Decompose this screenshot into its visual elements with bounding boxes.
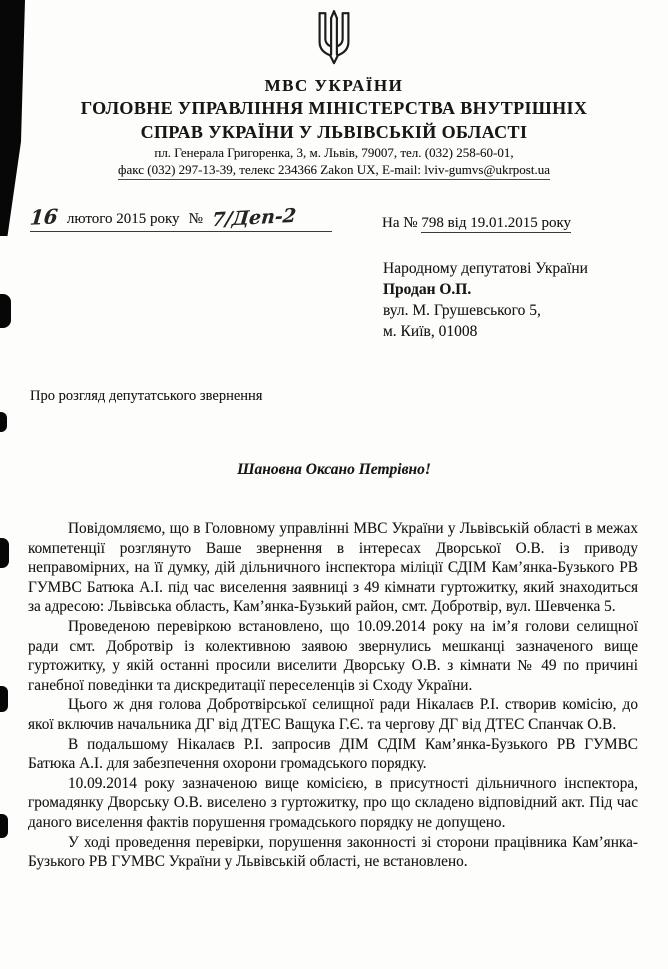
recipient-city: м. Київ, 01008	[383, 323, 478, 340]
paragraph: Цього ж дня голова Добротвірської селищної ради Нікалаєв Р.І. створив комісію, до якої включив начальника ДГ від ДТЕС Ващука Г.Є. та чергову ДГ від ДТЕС Спанчак О.В.	[28, 696, 638, 733]
scan-artifact	[0, 294, 11, 328]
handwritten-day: 16	[28, 204, 59, 230]
trident-emblem-icon	[310, 10, 358, 74]
scan-artifact	[0, 412, 7, 432]
recipient-title: Народному депутатові України	[383, 260, 588, 277]
subject-line: Про розгляд депутатського звернення	[30, 388, 263, 404]
org-title-line2: СПРАВ УКРАЇНИ У ЛЬВІВСЬКІЙ ОБЛАСТІ	[140, 122, 528, 142]
recipient-block	[383, 258, 668, 342]
scan-artifact	[0, 0, 25, 236]
recipient-street: вул. М. Грушевського 5,	[383, 302, 541, 319]
scan-artifact	[0, 814, 8, 838]
paragraph: В подальшому Нікалаєв Р.І. запросив ДІМ СДІМ Кам’янка-Бузького РВ ГУМВС Батюка А.І. для забезпечення охорони громадського порядку.	[28, 735, 638, 773]
paragraph: Повідомляємо, що в Головному управлінні МВС України у Львівській області в межах компетенції розглянуто Ваше звернення в інтересах Дворської О.В. із приводу неправомірних, на її думку, дій дільничного інспектора міліції СДІМ Кам’янка-Бузького РВ ГУМВС Батюка А.І. під час виселення заявниці з 49 кімнати гуртожитку, який знаходиться за адресою: Львівська область, Кам’янка-Бузький район, смт. Добротвір, вул. Шевченка 5.	[28, 520, 638, 616]
handwritten-number: 7/Деп-2	[210, 204, 297, 232]
incoming-reference	[382, 215, 571, 232]
letterhead	[0, 10, 668, 180]
scan-artifact	[0, 538, 9, 568]
paragraph: У ході проведення перевірки, порушення законності зі сторони працівника Кам’янка-Бузького РВ ГУМВС України у Львівській області, не встановлено.	[28, 833, 638, 871]
paragraph: Проведеною перевіркою встановлено, що 10.09.2014 року на ім’я голови селищної ради смт. Добротвір із колективною заявою звернулись мешканці зазначеного вище гуртожитку, у якій останні просили виселити Дворську О.В. з кімнати № 49 по причині ганебної поведінки та дискредитації переселенців зі Сходу України.	[28, 617, 638, 694]
number-sign: №	[188, 211, 203, 227]
org-title-line1: ГОЛОВНЕ УПРАВЛІННЯ МІНІСТЕРСТВА ВНУТРІШНІХ	[80, 98, 588, 118]
salutation: Шановна Оксано Петрівно!	[237, 461, 431, 478]
org-address-line2: факс (032) 297-13-39, телекс 234366 Zakon UX, E-mail: lviv-gumvs@ukrpost.ua	[118, 161, 550, 180]
scan-artifact	[0, 686, 8, 712]
reference-row	[30, 204, 628, 232]
letter-body	[28, 519, 638, 872]
reply-label: На №	[382, 215, 418, 231]
org-name: МВС УКРАЇНИ	[264, 76, 404, 95]
printed-date: лютого 2015 року	[66, 211, 180, 227]
recipient-name: Продан О.П.	[383, 281, 472, 298]
org-address-line1: пл. Генерала Григоренка, 3, м. Львів, 79007, тел. (032) 258-60-01,	[154, 145, 514, 160]
reply-value: 798 від 19.01.2015 року	[421, 215, 572, 231]
outgoing-reference	[30, 204, 332, 232]
paragraph: 10.09.2014 року зазначеною вище комісією, в присутності дільничного інспектора, громадянку Дворську О.В. виселено з гуртожитку, про що складено відповідний акт. Під час даного виселення фактів порушення громадського порядку не допущено.	[28, 774, 638, 831]
